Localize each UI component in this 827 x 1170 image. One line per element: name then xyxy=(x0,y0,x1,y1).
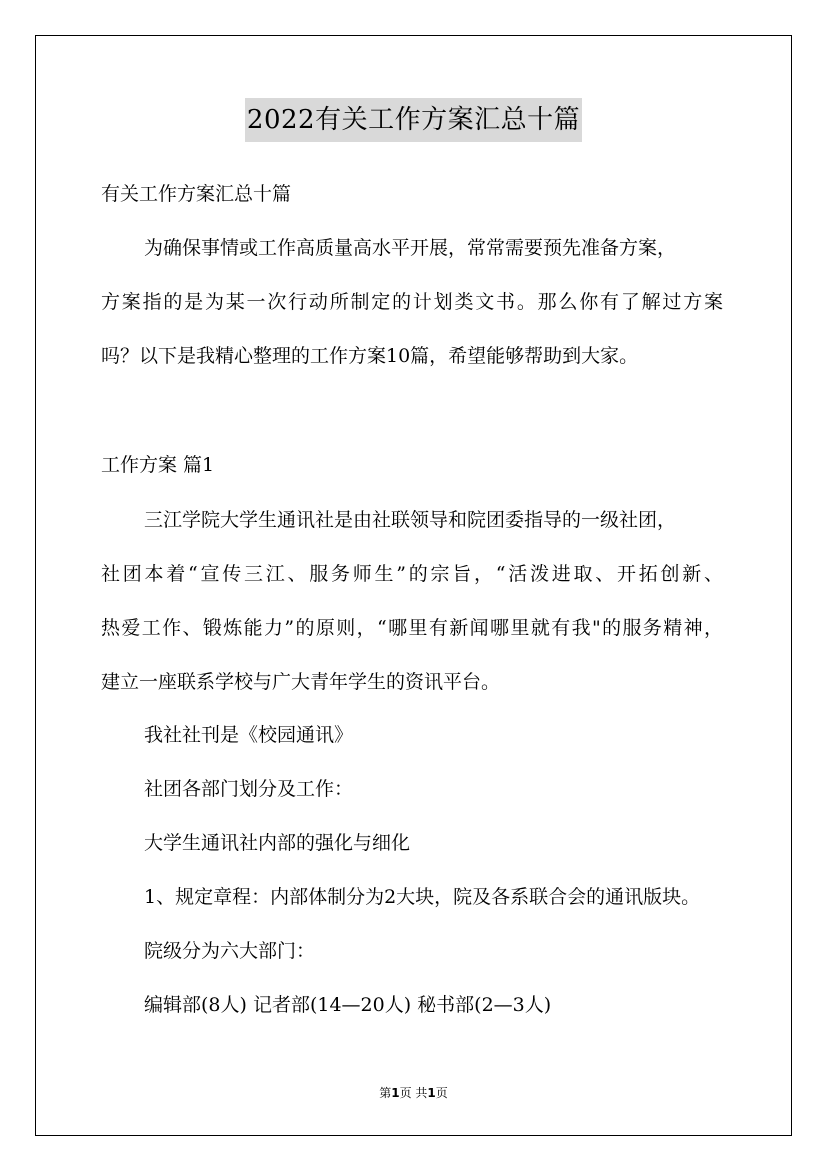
page-footer xyxy=(0,1084,827,1101)
para7: 编辑部(8人) 记者部(14—20人) 秘书部(2—3人) xyxy=(144,994,552,1016)
para1-line-2: 社团本着“宣传三江、服务师生”的宗旨，“活泼进取、开拓创新、 xyxy=(101,563,723,585)
para1-line-4: 建立一座联系学校与广大青年学生的资讯平台。 xyxy=(101,671,501,693)
intro-line-3: 吗？以下是我精心整理的工作方案10篇，希望能够帮助到大家。 xyxy=(101,345,639,367)
intro-line-1: 为确保事情或工作高质量高水平开展，常常需要预先准备方案， xyxy=(144,237,677,259)
para2: 我社社刊是《校园通讯》 xyxy=(144,724,354,746)
para1-line-3: 热爱工作、锻炼能力”的原则，“哪里有新闻哪里就有我"的服务精神， xyxy=(101,617,723,639)
title-container xyxy=(0,98,827,142)
subtitle: 有关工作方案汇总十篇 xyxy=(101,183,292,205)
para3: 社团各部门划分及工作： xyxy=(144,778,354,800)
para1-line-1: 三江学院大学生通讯社是由社联领导和院团委指导的一级社团， xyxy=(144,509,677,531)
footer-suffix: 页 xyxy=(435,1086,448,1100)
document-title: 2022有关工作方案汇总十篇 xyxy=(245,98,582,142)
section-heading: 工作方案 篇1 xyxy=(101,454,215,476)
footer-prefix: 第 xyxy=(379,1086,392,1100)
footer-mid: 页 共 xyxy=(399,1086,428,1100)
footer-page-number: 1 xyxy=(391,1086,400,1100)
para6: 院级分为六大部门： xyxy=(144,940,316,962)
para4: 大学生通讯社内部的强化与细化 xyxy=(144,832,411,854)
intro-line-2: 方案指的是为某一次行动所制定的计划类文书。那么你有了解过方案 xyxy=(101,291,723,313)
para5: 1、规定章程：内部体制分为2大块，院及各系联合会的通讯版块。 xyxy=(144,886,701,908)
footer-total-pages: 1 xyxy=(427,1086,436,1100)
